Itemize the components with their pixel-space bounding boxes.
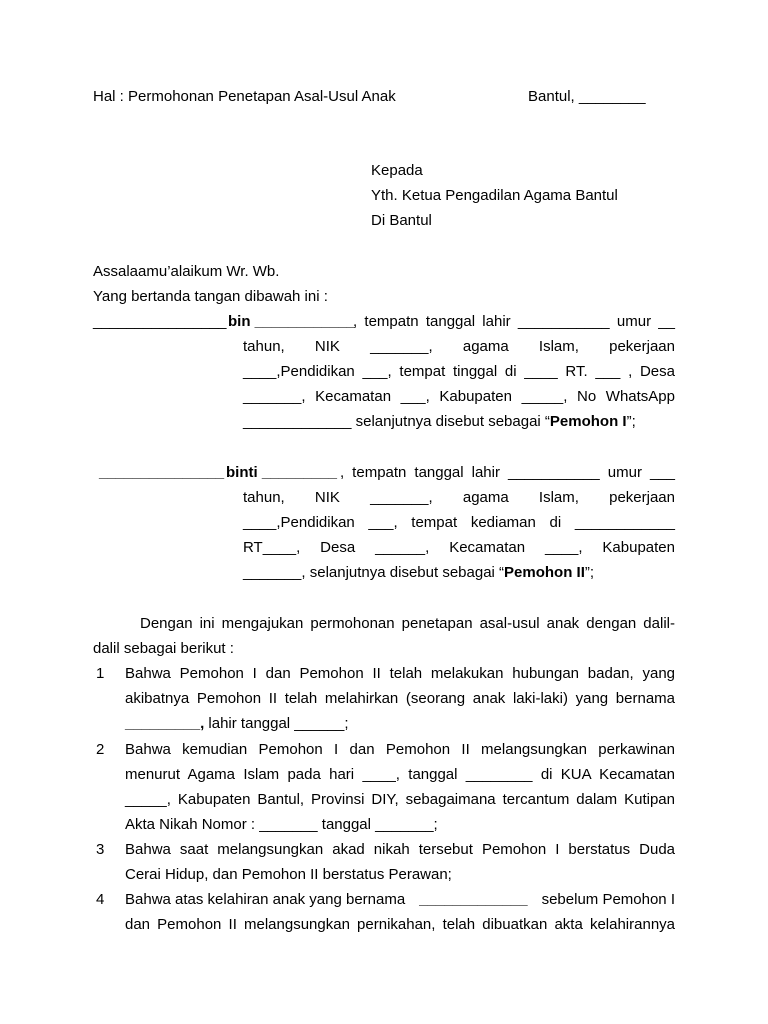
petitioner1-bin-line: [228, 313, 355, 331]
body-intro-line-1: Dengan ini mengajukan permohonan penetapan asal-usul anak dengan dalil-: [140, 615, 675, 632]
place-date: Bantul, ________: [528, 88, 646, 105]
addressee-line-1: Kepada: [371, 162, 423, 179]
petitioner2-line3: ____,Pendidikan ___, tempat kediaman di ____________: [243, 514, 675, 531]
item-1-line-3: _________, lahir tanggal ______;: [125, 715, 349, 732]
addressee-line-2: Yth. Ketua Pengadilan Agama Bantul: [371, 187, 618, 204]
petitioner1-line5-prefix: _____________ selanjutnya disebut sebagai “: [243, 413, 550, 430]
petitioner1-label: Pemohon I: [549, 413, 627, 430]
item-3-line-2: Cerai Hidup, dan Pemohon II berstatus Perawan;: [125, 866, 452, 883]
intro-line: Yang bertanda tangan dibawah ini :: [93, 288, 328, 305]
petitioner2-line5-suffix: ”;: [584, 564, 595, 581]
subject-line: Hal : Permohonan Penetapan Asal-Usul Anak: [93, 88, 396, 105]
item-1-line-2: akibatnya Pemohon II telah melahirkan (seorang anak laki-laki) yang bernama: [125, 690, 675, 707]
petitioner1-line4: _______, Kecamatan ___, Kabupaten _____, No WhatsApp: [243, 388, 675, 405]
greeting: Assalaamu’alaikum Wr. Wb.: [93, 263, 280, 280]
item-2-line-2: menurut Agama Islam pada hari ____, tanggal ________ di KUA Kecamatan: [125, 766, 675, 783]
petitioner1-line3: ____,Pendidikan ___, tempat tinggal di ____ RT. ___ , Desa: [243, 363, 675, 380]
item-3-line-1: Bahwa saat melangsungkan akad nikah tersebut Pemohon I berstatus Duda: [125, 841, 675, 858]
binti-label: binti: [226, 464, 258, 481]
petitioner2-line1-rest: , tempatn tanggal lahir ___________ umur ___: [340, 464, 675, 481]
bin-label: bin: [228, 313, 251, 330]
item-4-line-1-suffix: sebelum Pemohon I: [541, 891, 675, 908]
binti-blank: _________: [261, 464, 337, 481]
petitioner1-name-blank: ________________: [93, 313, 227, 330]
bin-blank: ____________: [254, 313, 355, 330]
petitioner2-line4: RT____, Desa ______, Kecamatan ____, Kabupaten: [243, 539, 675, 556]
petitioner2-name-blank: _______________: [99, 464, 225, 481]
item-4-number: 4: [96, 891, 105, 908]
item-1-line-1: Bahwa Pemohon I dan Pemohon II telah melakukan hubungan badan, yang: [125, 665, 675, 682]
item-4-line-1: [125, 891, 675, 909]
petitioner1-line5-suffix: ”;: [626, 413, 636, 430]
petitioner2-binti-line: [226, 464, 337, 482]
item-2-number: 2: [96, 741, 105, 758]
item-2-line-1: Bahwa kemudian Pemohon I dan Pemohon II melangsungkan perkawinan: [125, 741, 675, 758]
item-3-number: 3: [96, 841, 105, 858]
item-2-line-3: _____, Kabupaten Bantul, Provinsi DIY, sebagaimana tercantum dalam Kutipan: [125, 791, 675, 808]
item-1-child-name-blank: _________,: [125, 715, 205, 732]
petitioner1-line1-rest: , tempatn tanggal lahir ___________ umur __: [353, 313, 675, 330]
item-4-child-name-blank: _____________: [419, 891, 528, 908]
petitioner2-line5-prefix: _______, selanjutnya disebut sebagai “: [243, 564, 505, 581]
petitioner1-line2: tahun, NIK _______, agama Islam, pekerjaan: [243, 338, 675, 355]
item-1-number: 1: [96, 665, 105, 682]
item-4-line-2: dan Pemohon II melangsungkan pernikahan, telah dibuatkan akta kelahirannya: [125, 916, 675, 933]
petitioner1-line5: [243, 413, 636, 431]
addressee-line-3: Di Bantul: [371, 212, 432, 229]
item-4-line-1-prefix: Bahwa atas kelahiran anak yang bernama: [125, 891, 406, 908]
petitioner2-line2: tahun, NIK _______, agama Islam, pekerjaan: [243, 489, 675, 506]
petitioner2-line5: [243, 564, 594, 582]
item-2-line-4: Akta Nikah Nomor : _______ tanggal _______;: [125, 816, 438, 833]
petitioner2-label: Pemohon II: [504, 564, 585, 581]
body-intro-line-2: dalil sebagai berikut :: [93, 640, 234, 657]
